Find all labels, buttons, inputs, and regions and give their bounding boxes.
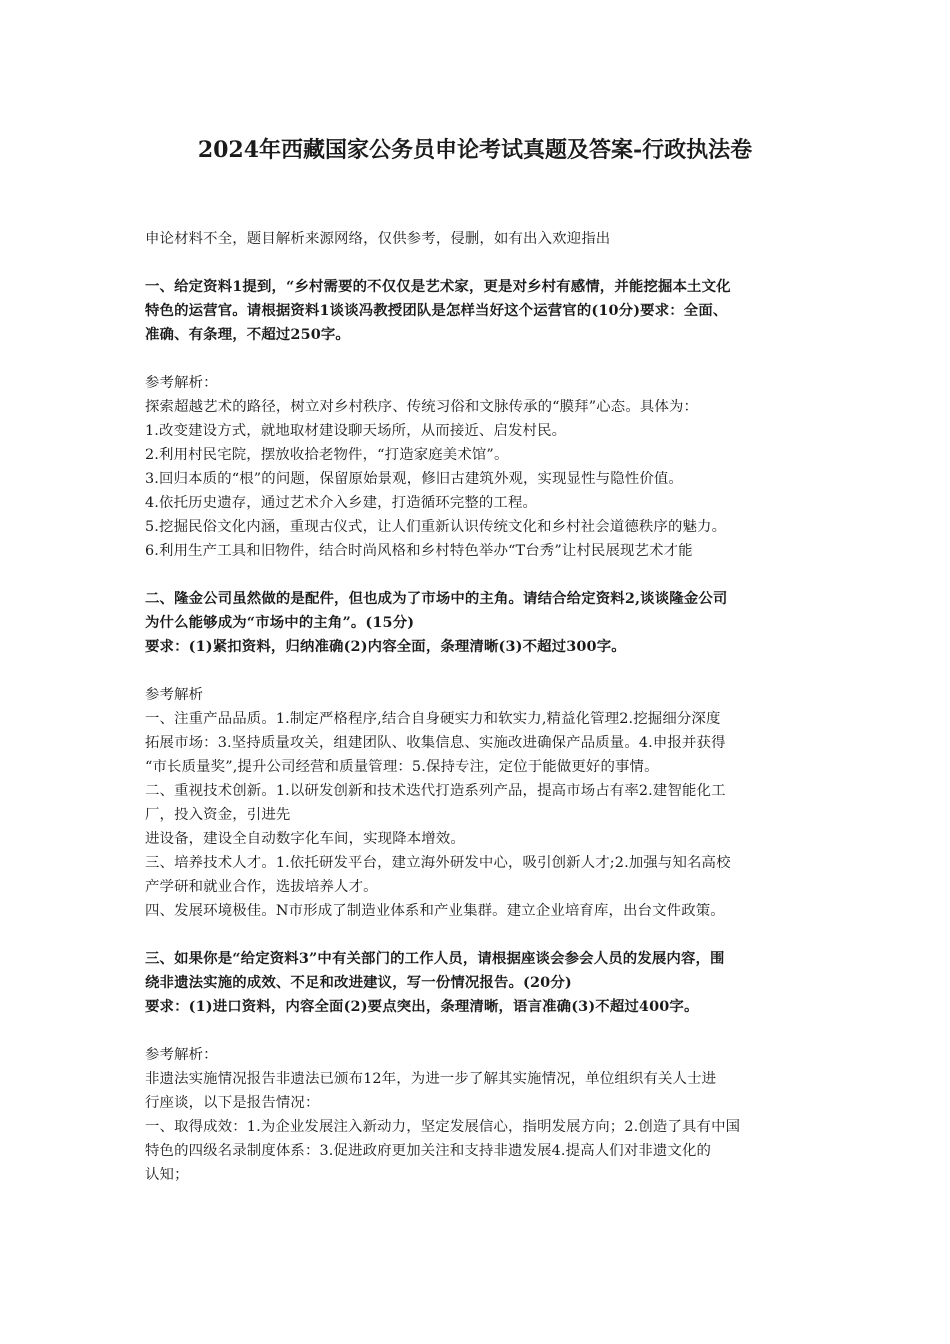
answer-3-line: 行座谈，以下是报告情况： [145, 1095, 320, 1111]
answer-1-line: 3.回归本质的“根”的问题，保留原始景观，修旧古建筑外观，实现显性与隐性价值。 [145, 471, 683, 487]
answer-2 [145, 683, 813, 923]
answer-2-line: 拓展市场：3.坚持质量攻关，组建团队、收集信息、实施改进确保产品质量。4.申报并获得 [145, 735, 726, 751]
answer-3-line: 一、取得成效：1.为企业发展注入新动力，坚定发展信心，指明发展方向；2.创造了具有中国 [145, 1119, 741, 1135]
answer-2-line: 进设备，建设全自动数字化车间，实现降本增效。 [145, 831, 465, 847]
question-1-line: 特色的运营官。请根据资料1谈谈冯教授团队是怎样当好这个运营官的(10分)要求：全面、 [145, 302, 728, 319]
answer-3 [145, 1043, 813, 1187]
answer-2-line: 厂，投入资金，引进先 [145, 807, 291, 823]
answer-2-label: 参考解析 [145, 687, 204, 703]
spacer [145, 563, 813, 587]
spacer [145, 251, 813, 275]
question-2-line: 二、隆金公司虽然做的是配件，但也成为了市场中的主角。请结合给定资料2,谈谈隆金公司 [145, 590, 728, 607]
answer-3-label: 参考解析： [145, 1047, 218, 1063]
question-3-line: 绕非遗法实施的成效、不足和改进建议，写一份情况报告。(20分) [145, 974, 572, 991]
spacer [145, 659, 813, 683]
document-body [145, 227, 813, 1187]
answer-2-line: 产学研和就业合作，选拔培养人才。 [145, 879, 378, 895]
answer-3-line: 认知； [145, 1167, 189, 1183]
spacer [145, 923, 813, 947]
question-3-line: 三、如果你是“给定资料3”中有关部门的工作人员，请根据座谈会参会人员的发展内容，围 [145, 950, 725, 967]
answer-2-line: 二、重视技术创新。1.以研发创新和技术迭代打造系列产品，提高市场占有率2.建智能化工 [145, 783, 726, 799]
answer-1-line: 6.利用生产工具和旧物件，结合时尚风格和乡村特色举办“T台秀”让村民展现艺术才能 [145, 543, 693, 559]
spacer [145, 347, 813, 371]
disclaimer-text: 申论材料不全，题目解析来源网络，仅供参考，侵删，如有出入欢迎指出 [145, 231, 611, 247]
answer-1-line: 探索超越艺术的路径，树立对乡村秩序、传统习俗和文脉传承的“膜拜”心态。具体为： [145, 399, 699, 415]
answer-1-label: 参考解析： [145, 375, 218, 391]
question-3 [145, 947, 813, 1019]
answer-1-line: 5.挖掘民俗文化内涵，重现古仪式，让人们重新认识传统文化和乡村社会道德秩序的魅力。 [145, 519, 727, 535]
question-3-line: 要求：(1)进口资料，内容全面(2)要点突出，条理清晰，语言准确(3)不超过400字。 [145, 998, 699, 1015]
document-title: 2024年西藏国家公务员申论考试真题及答案-行政执法卷 [197, 137, 753, 163]
answer-2-line: 一、注重产品品质。1.制定严格程序,结合自身硬实力和软实力,精益化管理2.挖掘细分深度 [145, 711, 721, 727]
question-1 [145, 275, 813, 347]
answer-1-line: 2.利用村民宅院，摆放收拾老物件，“打造家庭美术馆”。 [145, 447, 509, 463]
answer-2-line: 三、培养技术人才。1.依托研发平台，建立海外研发中心，吸引创新人才;2.加强与知名高校 [145, 855, 731, 871]
question-1-line: 准确、有条理，不超过250字。 [145, 326, 350, 343]
answer-2-line: 四、发展环境极佳。N市形成了制造业体系和产业集群。建立企业培育库，出台文件政策。 [145, 903, 725, 919]
question-1-line: 一、给定资料1提到，“乡村需要的不仅仅是艺术家，更是对乡村有感情，并能挖掘本土文化 [145, 278, 731, 295]
answer-2-line: “市长质量奖”,提升公司经营和质量管理：5.保持专注，定位于能做更好的事情。 [145, 759, 659, 775]
spacer [145, 1019, 813, 1043]
answer-1 [145, 371, 813, 563]
question-2-line: 为什么能够成为“市场中的主角”。(15分) [145, 614, 415, 631]
answer-1-line: 4.依托历史遗存，通过艺术介入乡建，打造循环完整的工程。 [145, 495, 538, 511]
question-2-line: 要求：(1)紧扣资料，归纳准确(2)内容全面，条理清晰(3)不超过300字。 [145, 638, 626, 655]
answer-1-line: 1.改变建设方式，就地取材建设聊天场所，从而接近、启发村民。 [145, 423, 567, 439]
answer-3-line: 非遗法实施情况报告非遗法已颁布12年，为进一步了解其实施情况，单位组织有关人士进 [145, 1071, 717, 1087]
answer-3-line: 特色的四级名录制度体系：3.促进政府更加关注和支持非遗发展4.提高人们对非遗文化的 [145, 1143, 712, 1159]
question-2 [145, 587, 813, 659]
